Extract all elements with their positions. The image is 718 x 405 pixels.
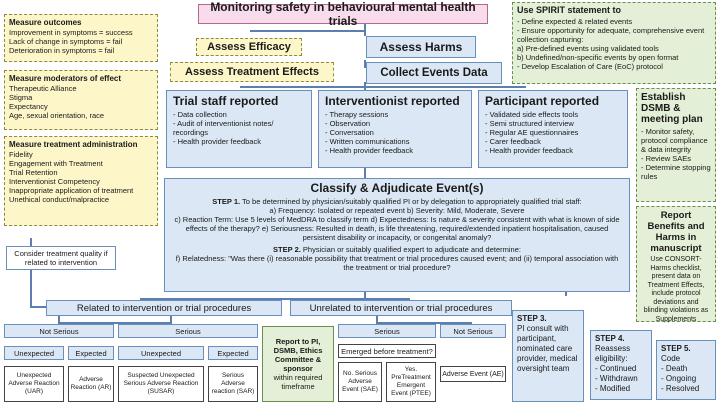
list-item: Stigma xyxy=(9,93,33,102)
list-item: - Monitor safety, protocol compliance & data integrity xyxy=(641,127,711,154)
page-title: Monitoring safety in behavioural mental health trials xyxy=(210,0,476,28)
participant-box xyxy=(478,90,628,168)
list-item: - Review SAEs xyxy=(641,154,711,163)
sar-box xyxy=(208,366,258,402)
classify-box xyxy=(164,178,630,292)
expected-2 xyxy=(208,346,258,360)
emerged-label: Emerged before treatment? xyxy=(341,346,433,356)
related-serious xyxy=(118,324,258,338)
collect-events-label: Collect Events Data xyxy=(380,67,488,79)
assess-treatment-effects-box xyxy=(170,62,334,82)
list-item: - Withdrawn xyxy=(595,374,647,384)
unexpected-label: Unexpected xyxy=(140,348,182,358)
emerged-box xyxy=(338,344,436,358)
list-item: - Conversation xyxy=(325,128,465,137)
assess-harms-box xyxy=(366,36,476,58)
classify-heading: Classify & Adjudicate Event(s) xyxy=(310,181,484,195)
list-item: Fidelity xyxy=(9,150,33,159)
susar-box xyxy=(118,366,204,402)
step5-box xyxy=(656,340,716,400)
list-item: - Resolved xyxy=(661,384,711,394)
list-item: - Audit of interventionist notes/ recordings xyxy=(173,119,305,137)
list-item: - Health provider feedback xyxy=(485,146,621,155)
expected-1 xyxy=(68,346,114,360)
assess-harms-label: Assess Harms xyxy=(379,40,463,54)
list-item: Therapeutic Alliance xyxy=(9,84,77,93)
expected-label: Expected xyxy=(75,348,107,358)
step5-label: STEP 5. xyxy=(661,344,691,353)
list-item: - Death xyxy=(661,364,711,374)
yes-ptee-box xyxy=(386,362,436,402)
list-item: - Define expected & related events xyxy=(517,17,633,26)
ae-box xyxy=(440,366,506,382)
connector xyxy=(30,306,46,308)
step3-text: PI consult with participant, nominated care provider, medical oversight team xyxy=(517,324,578,373)
step2-label: STEP 2. xyxy=(273,245,301,254)
measure-moderators-heading: Measure moderators of effect xyxy=(9,74,122,83)
dsmb-box xyxy=(636,88,716,202)
not-serious-label: Not Serious xyxy=(453,326,493,336)
list-item: - Determine stopping rules xyxy=(641,163,711,181)
list-item: - Written communications xyxy=(325,137,465,146)
list-item: - Develop Escalation of Care (EoC) protocol xyxy=(517,62,663,71)
list-item: Lack of change in symptoms = fail xyxy=(9,37,123,46)
step3-label: STEP 3. xyxy=(517,314,547,323)
report-pi-box xyxy=(262,326,334,402)
list-item: - Data collection xyxy=(173,110,305,119)
unrelated-serious xyxy=(338,324,436,338)
list-item: - Continued xyxy=(595,364,647,374)
title-box xyxy=(198,0,488,28)
list-item: - Modified xyxy=(595,384,647,394)
expected-label: Expected xyxy=(217,348,249,358)
unrelated-not-serious xyxy=(440,324,506,338)
list-item: Inappropriate application of treatment xyxy=(9,186,134,195)
unexpected-label: Unexpected xyxy=(13,348,55,358)
list-item: - Health provider feedback xyxy=(173,137,305,146)
no-sae-label: No. Serious Adverse Event (SAE) xyxy=(342,370,378,393)
report-benefits-heading: Report Benefits and Harms in manuscript xyxy=(647,210,705,254)
step5-text: Code xyxy=(661,354,681,363)
no-sae-box xyxy=(338,362,382,402)
step4-box xyxy=(590,330,652,400)
related-not-serious xyxy=(4,324,114,338)
report-pi-bold: Report to PI, DSMB, Ethics Committee & sponsor xyxy=(273,337,323,373)
interventionist-heading: Interventionist reported xyxy=(325,94,460,108)
report-benefits-body: Use CONSORT-Harms checklist, present data on Treatment Effects, include protocol deviations and blinding violations as Supplements xyxy=(643,256,709,323)
treatment-quality-note xyxy=(6,246,116,270)
list-item: Unethical conduct/malpractice xyxy=(9,195,110,204)
sar-label: Serious Adverse reaction (SAR) xyxy=(211,372,255,395)
unrelated-label: Unrelated to intervention or trial procedures xyxy=(309,302,493,314)
not-serious-label: Not Serious xyxy=(39,326,79,336)
assess-efficacy-box xyxy=(196,38,302,56)
step1-cd: c) Reaction Term: Use 5 levels of MedDRA to classify term d) Expectedness: Is nature & severity consistent with what is known of side effects of the therapy? e) Seriousness: Resulted in death, is life threatening, required/extended inpatient hospitalisation, caused persistent disability or incapacity, or congenital anomaly? xyxy=(174,215,620,242)
spirit-heading: Use SPIRIT statement to xyxy=(517,5,622,15)
connector xyxy=(240,86,526,88)
serious-label: Serious xyxy=(175,326,201,336)
measure-administration-box xyxy=(4,136,158,226)
report-benefits-box xyxy=(636,206,716,322)
yes-ptee-label: Yes. PreTreatment Emergent Event (PTEE) xyxy=(391,366,431,397)
list-item: - Regular AE questionnaires xyxy=(485,128,621,137)
unexpected-2 xyxy=(118,346,204,360)
list-item: - Ensure opportunity for adequate, comprehensive event collection capturing: xyxy=(517,26,705,44)
step1-ab: a) Frequency: Isolated or repeated event b) Severity: Mild, Moderate, Severe xyxy=(269,206,525,215)
unexpected-1 xyxy=(4,346,64,360)
list-item: - Carer feedback xyxy=(485,137,621,146)
report-pi-rest: within required timeframe xyxy=(273,373,323,391)
list-item: Expectancy xyxy=(9,102,48,111)
assess-treatment-effects-label: Assess Treatment Effects xyxy=(185,66,319,78)
uar-label: Unexpected Adverse Reaction (UAR) xyxy=(8,372,60,395)
interventionist-box xyxy=(318,90,472,168)
step2-text: Physician or suitably qualified expert to adjudicate and determine: xyxy=(302,245,521,254)
list-item: Trial Retention xyxy=(9,168,58,177)
measure-administration-heading: Measure treatment administration xyxy=(9,140,138,149)
ar-box xyxy=(68,366,114,402)
step2-f: f) Relatedness: "Was there (i) reasonable possibility that treatment or trial procedures caused event; and (ii) temporal association with the treatment or trial procedure? xyxy=(175,254,619,272)
measure-moderators-box xyxy=(4,70,158,130)
measure-outcomes-heading: Measure outcomes xyxy=(9,18,82,27)
susar-label: Suspected Unexpected Serious Adverse Reaction (SUSAR) xyxy=(123,372,199,395)
list-item: - Ongoing xyxy=(661,374,711,384)
list-item: Interventionist Competency xyxy=(9,177,100,186)
list-item: b) Undefined/non-specific events by open format xyxy=(517,53,679,62)
list-item: - Therapy sessions xyxy=(325,110,465,119)
step1-label: STEP 1. xyxy=(212,197,241,206)
collect-events-box xyxy=(366,62,502,84)
ae-label: Adverse Event (AE) xyxy=(442,370,504,378)
connector xyxy=(250,30,365,32)
list-item: - Validated side effects tools xyxy=(485,110,621,119)
unrelated-box xyxy=(290,300,512,316)
ar-label: Adverse Reaction (AR) xyxy=(70,376,112,391)
participant-heading: Participant reported xyxy=(485,94,600,108)
trial-staff-heading: Trial staff reported xyxy=(173,94,279,108)
list-item: Improvement in symptoms = success xyxy=(9,28,133,37)
measure-outcomes-box xyxy=(4,14,158,62)
step1-text: To be determined by physician/suitably qualified PI or by delegation to appropriately qualified trial staff: xyxy=(242,197,582,206)
list-item: - Semi structured interview xyxy=(485,119,621,128)
dsmb-heading: Establish DSMB & meeting plan xyxy=(641,92,703,125)
treatment-quality-text: Consider treatment quality if related to intervention xyxy=(14,249,108,267)
list-item: a) Pre-defined events using validated tools xyxy=(517,44,659,53)
step3-box xyxy=(512,310,584,402)
step4-text: Reassess eligibility: xyxy=(595,344,631,363)
step4-label: STEP 4. xyxy=(595,334,625,343)
serious-label: Serious xyxy=(374,326,400,336)
list-item: Deterioration in symptoms = fail xyxy=(9,46,115,55)
list-item: - Observation xyxy=(325,119,465,128)
list-item: Age, sexual orientation, race xyxy=(9,111,105,120)
related-box xyxy=(46,300,282,316)
uar-box xyxy=(4,366,64,402)
spirit-box xyxy=(512,2,716,84)
assess-efficacy-label: Assess Efficacy xyxy=(207,41,291,53)
list-item: - Health provider feedback xyxy=(325,146,465,155)
list-item: Engagement with Treatment xyxy=(9,159,103,168)
trial-staff-box xyxy=(166,90,312,168)
related-label: Related to intervention or trial procedures xyxy=(76,302,252,314)
